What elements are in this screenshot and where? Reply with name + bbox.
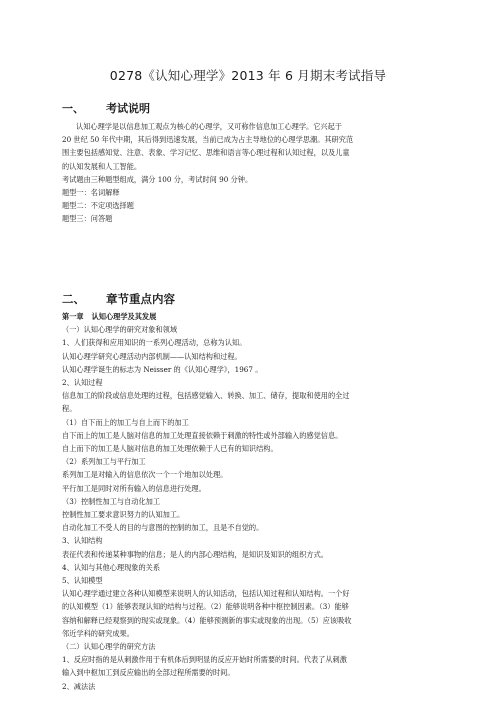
chapter-number: 第一章: [62, 312, 84, 321]
text-line: 2、认知过程: [62, 378, 103, 388]
chapter-heading: [62, 310, 438, 323]
section-number: 一、: [62, 102, 84, 115]
text-line: （一）认知心理学的研究对象和领域: [62, 325, 178, 335]
paragraph-line: 围主要包括感知觉、注意、表象、学习记忆、思维和语言等心理过程和认知过程，以及儿童: [62, 148, 350, 158]
text-line: 系列加工是对输入的信息依次一个一个地加以处理。: [62, 470, 228, 480]
text-line: 题型一：名词解释: [62, 188, 120, 198]
text-line: 4、认知与其他心理现象的关系: [62, 562, 161, 572]
text-line: （3）控制性加工与自动化加工: [62, 496, 161, 506]
text-line: 认知心理学研究心理活动内部机制——认知结构和过程。: [62, 351, 242, 361]
section-title: 考试说明: [106, 102, 150, 115]
text-line: 3、认知结构: [62, 536, 103, 546]
chapter-title: 认知心理学及其发展: [91, 312, 157, 321]
text-line: 的认知模型（1）能够表现认知的结构与过程。（2）能够说明各种中枢控制因素。（3）能够: [62, 602, 349, 612]
text-line: 1、人们获得和应用知识的一系列心理活动，总称为认知。: [62, 338, 247, 348]
text-line: 1、反应时指的是从刺激作用于有机体后到明显的反应开始时所需要的时间。代表了从刺激: [62, 655, 347, 665]
section-heading-exam-info: [62, 100, 150, 116]
exam-info-body: [62, 120, 438, 226]
text-line: 控制性加工要求意识努力的认知加工。: [62, 510, 185, 520]
text-line: 表征代表和传递某种事物的信息；是人的内部心理结构，是知识及知识的组织方式。: [62, 549, 328, 559]
text-line: 信息加工的阶段或信息处理的过程，包括感觉输入、转换、加工、储存，提取和使用的全过: [62, 391, 350, 401]
text-line: 自上而下的加工是人脑对信息的加工处理依赖于人已有的知识结构。: [62, 444, 278, 454]
paragraph-line: 认知心理学是以信息加工观点为核心的心理学，又可称作信息加工心理学。它兴起于: [76, 122, 342, 131]
section-number: 二、: [62, 292, 85, 306]
text-line: 认知心理学通过建立各种认知模型来说明人的认知活动，包括认知过程和认知结构。一个好: [62, 589, 350, 599]
paragraph-line: 20 世纪 50 年代中期，其后得到迅速发展，当前已成为占主导地位的心理学思潮。其研究范: [62, 135, 354, 145]
chapter-body: [62, 310, 438, 693]
text-line: 程。: [62, 404, 77, 414]
document-title: 0278《认知心理学》2013 年 6 月期末考试指导: [109, 68, 387, 83]
text-line: 5、认知模型: [62, 576, 103, 586]
text-line: 题型三：问答题: [62, 214, 113, 224]
text-line: 2、减法法: [62, 681, 96, 691]
text-line: 题型二：不定项选择题: [62, 201, 134, 211]
text-line: 自动化加工不受人的目的与意图的控制的加工，且是不自觉的。: [62, 523, 264, 533]
text-line: 认知心理学诞生的标志为 Neisser 的《认知心理学》，1967 。: [62, 364, 263, 374]
text-line: 输入到中枢加工到反应输出的全部过程所需要的时间。: [62, 668, 235, 678]
text-line: 平行加工是同时对所有输入的信息进行处理。: [62, 483, 206, 493]
text-line: 邻近学科的研究成果。: [62, 628, 134, 638]
section-heading-key-content: [62, 291, 175, 307]
text-line: 容纳和解释已经观察到的现实或现象。（4）能够预测新的事实或现象的出现。（5）应该吸收: [62, 615, 352, 625]
text-line: 自下而上的加工是人脑对信息的加工处理直接依赖于刺激的特性或外部输入的感觉信息。: [62, 430, 343, 440]
text-line: （二）认知心理学的研究方法: [62, 642, 156, 652]
text-line: （1）自下而上的加工与自上而下的加工: [62, 417, 189, 427]
text-line: 考试题由三种题型组成，满分 100 分，考试时间 90 分钟。: [62, 174, 253, 184]
paragraph-line: 的认知发展和人工智能。: [62, 161, 142, 171]
section-title: 章节重点内容: [106, 292, 175, 306]
text-line: （2）系列加工与平行加工: [62, 457, 146, 467]
